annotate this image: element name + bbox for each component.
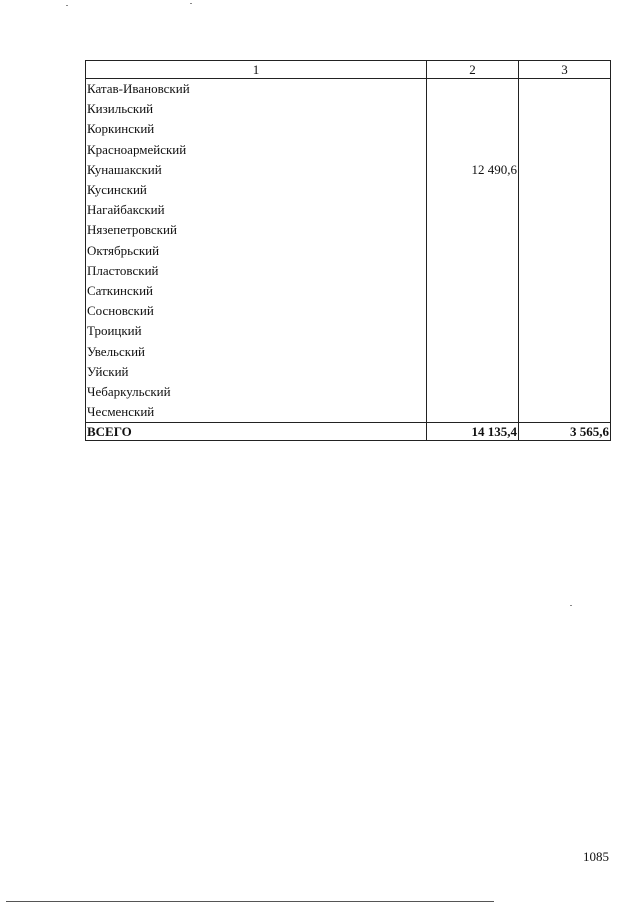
total-col3: 3 565,6 — [519, 423, 611, 441]
table-row — [86, 241, 611, 261]
table-row — [86, 341, 611, 361]
district-name: Нагайбакский — [86, 200, 427, 220]
scan-speck — [190, 3, 192, 4]
district-name: Чебаркульский — [86, 382, 427, 402]
row-col2 — [427, 382, 519, 402]
table-row — [86, 79, 611, 100]
row-col3 — [519, 140, 611, 160]
row-col2 — [427, 402, 519, 423]
table-row — [86, 321, 611, 341]
column-header-2: 2 — [427, 61, 519, 79]
row-col3 — [519, 301, 611, 321]
table-row — [86, 402, 611, 423]
table-row — [86, 301, 611, 321]
district-name: Кизильский — [86, 99, 427, 119]
row-col3 — [519, 99, 611, 119]
total-col2: 14 135,4 — [427, 423, 519, 441]
row-col3 — [519, 241, 611, 261]
row-col3 — [519, 79, 611, 100]
table-row — [86, 99, 611, 119]
row-col2 — [427, 362, 519, 382]
district-name: Нязепетровский — [86, 220, 427, 240]
table-row — [86, 281, 611, 301]
table-row — [86, 261, 611, 281]
table-header-row — [86, 61, 611, 79]
row-col3 — [519, 119, 611, 139]
row-col3 — [519, 281, 611, 301]
page-number: 1085 — [583, 849, 609, 864]
row-col2 — [427, 341, 519, 361]
row-col3 — [519, 160, 611, 180]
row-col2 — [427, 119, 519, 139]
budget-table — [85, 60, 611, 441]
table-row — [86, 220, 611, 240]
row-col2 — [427, 79, 519, 100]
district-name: Кунашакский — [86, 160, 427, 180]
table-row — [86, 119, 611, 139]
total-label: ВСЕГО — [86, 423, 427, 441]
district-name: Октябрьский — [86, 241, 427, 261]
scan-edge-line — [6, 901, 494, 902]
row-col2 — [427, 261, 519, 281]
district-name: Коркинский — [86, 119, 427, 139]
row-col2 — [427, 99, 519, 119]
row-col3 — [519, 362, 611, 382]
row-col3 — [519, 220, 611, 240]
row-col3 — [519, 261, 611, 281]
scan-speck — [570, 605, 572, 606]
row-col3 — [519, 402, 611, 423]
column-header-3: 3 — [519, 61, 611, 79]
row-col2: 12 490,6 — [427, 160, 519, 180]
row-col2 — [427, 180, 519, 200]
district-name: Пластовский — [86, 261, 427, 281]
district-name: Троицкий — [86, 321, 427, 341]
row-col2 — [427, 301, 519, 321]
column-header-1: 1 — [86, 61, 427, 79]
table-row — [86, 180, 611, 200]
row-col2 — [427, 281, 519, 301]
district-name: Чесменский — [86, 402, 427, 423]
total-row — [86, 423, 611, 441]
row-col2 — [427, 241, 519, 261]
row-col3 — [519, 180, 611, 200]
district-name: Саткинский — [86, 281, 427, 301]
district-name: Увельский — [86, 341, 427, 361]
table-row — [86, 200, 611, 220]
district-name: Кусинский — [86, 180, 427, 200]
table-row — [86, 382, 611, 402]
table-row — [86, 362, 611, 382]
row-col3 — [519, 382, 611, 402]
district-name: Уйский — [86, 362, 427, 382]
row-col3 — [519, 341, 611, 361]
scan-speck — [66, 5, 68, 6]
row-col2 — [427, 140, 519, 160]
row-col2 — [427, 321, 519, 341]
district-name: Красноармейский — [86, 140, 427, 160]
row-col3 — [519, 321, 611, 341]
row-col3 — [519, 200, 611, 220]
row-col2 — [427, 200, 519, 220]
district-name: Сосновский — [86, 301, 427, 321]
table-row — [86, 160, 611, 180]
row-col2 — [427, 220, 519, 240]
district-name: Катав-Ивановский — [86, 79, 427, 100]
table-row — [86, 140, 611, 160]
